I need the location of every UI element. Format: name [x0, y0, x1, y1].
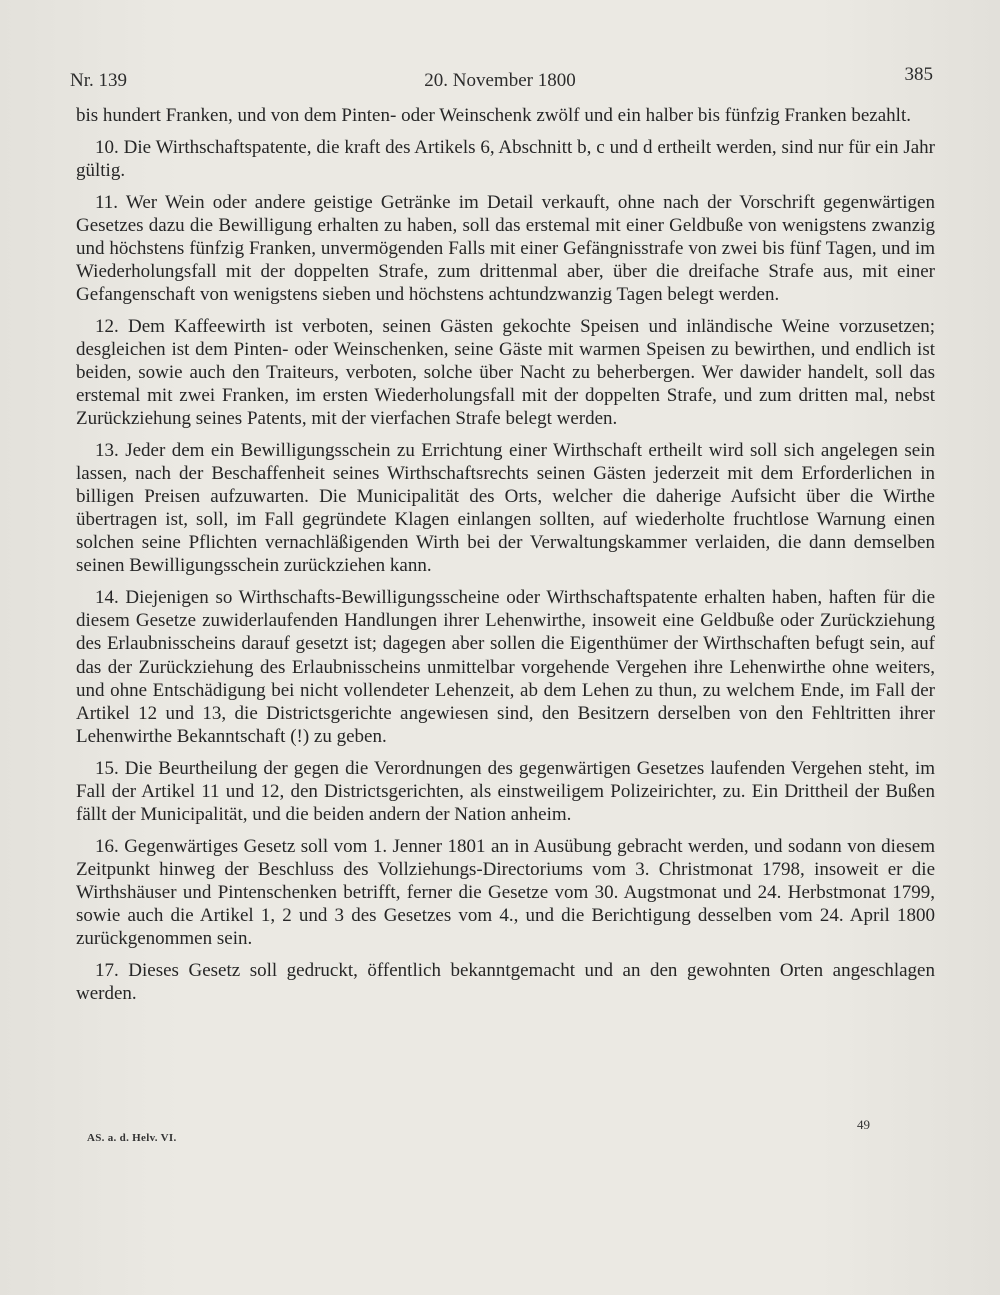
paragraph-article-10: 10. Die Wirthschaftspatente, die kraft des Artikels 6, Abschnitt b, c und d ertheilt werden, sind nur für ein Jahr gültig.	[76, 136, 935, 181]
paragraph-article-14: 14. Diejenigen so Wirthschafts-Bewilligungsscheine oder Wirthschaftspatente erhalten haben, haften für die diesem Gesetze zuwiderlaufenden Handlungen ihrer Lehenwirthe, insoweit eine Geldbuße oder Zurückziehung des Erlaubnisscheins darauf gesetzt ist; dagegen aber sollen die Eigenthümer der Wirthschaften befugt sein, auf das der Zurückziehung des Erlaubnisscheins unmittelbar vorgehende Vergehen ihre Lehenwirthe ohne weiters, und ohne Entschädigung bei nicht vollendeter Lehenzeit, ab dem Lehen zu thun, zu welchem Ende, im Fall der Artikel 12 und 13, die Districtsgerichte angewiesen sind, den Besitzern derselben von den Fehltritten ihrer Lehenwirthe Bekanntschaft (!) zu geben.	[76, 587, 935, 747]
page-number: 385	[904, 64, 933, 85]
document-number: Nr. 139	[70, 70, 127, 91]
sheet-signature-number: 49	[857, 1117, 870, 1132]
paragraph-article-12: 12. Dem Kaffeewirth ist verboten, seinen Gästen gekochte Speisen und inländische Weine vorzusetzen; desgleichen ist dem Pinten- oder Weinschenken, seine Gäste mit warmen Speisen zu bewirthen, und endlich ist beiden, sowie auch den Traiteurs, verboten, solche über Nacht zu beherbergen. Wer dawider handelt, soll das erstemal mit zwei Franken, im ersten Wiederholungsfall mit der doppelten Strafe, und zum dritten mal, nebst Zurückziehung seines Patents, mit der vierfachen Strafe belegt werden.	[76, 315, 935, 430]
paragraph-continuation: bis hundert Franken, und von dem Pinten- oder Weinschenk zwölf und ein halber bis fünfzig Franken bezahlt.	[76, 105, 911, 126]
paragraph-article-13: 13. Jeder dem ein Bewilligungsschein zu Errichtung einer Wirthschaft ertheilt wird soll sich angelegen sein lassen, nach der Beschaffenheit seines Wirthschaftsrechts seinen Gästen jederzeit mit dem Erforderlichen in billigen Preisen aufzuwarten. Die Municipalität des Orts, welcher die daherige Aufsicht über die Wirthe übertragen ist, soll, im Fall gegründete Klagen einlangen sollten, auf wiederholte fruchtlose Warnung einen solchen seine Pflichten vernachläßigenden Wirth bei der Verwaltungskammer verlaiden, die dann demselben seinen Bewilligungsschein zurückziehen kann.	[76, 439, 935, 577]
body-text	[76, 104, 935, 1014]
footer-source: AS. a. d. Helv. VI.	[87, 1132, 177, 1144]
document-date: 20. November 1800	[424, 70, 576, 91]
paragraph-article-16: 16. Gegenwärtiges Gesetz soll vom 1. Jenner 1801 an in Ausübung gebracht werden, und sodann von diesem Zeitpunkt hinweg der Beschluss des Vollziehungs-Directoriums vom 3. Christmonat 1798, insoweit er die Wirthshäuser und Pintenschenken betrifft, ferner die Gesetze vom 30. Augstmonat und 24. Herbstmonat 1799, sowie auch die Artikel 1, 2 und 3 des Gesetzes vom 4., und die Berichtigung desselben vom 24. April 1800 zurückgenommen sein.	[76, 835, 935, 949]
paragraph-article-11: 11. Wer Wein oder andere geistige Getränke im Detail verkauft, ohne nach der Vorschrift gegenwärtigen Gesetzes dazu die Bewilligung erhalten zu haben, soll das erstemal mit einer Geldbuße von wenigstens zwanzig und höchstens fünfzig Franken, unvermögenden Falls mit einer Gefängnisstrafe von zwei bis fünf Tagen, und im Wiederholungsfall mit der doppelten Strafe, zum drittenmal aber, über die dreifache Strafe aus, mit einer Gefangenschaft von wenigstens sieben und höchstens achtundzwanzig Tagen belegt werden.	[76, 191, 935, 306]
page-header	[70, 64, 933, 100]
paragraph-article-17: 17. Dieses Gesetz soll gedruckt, öffentlich bekanntgemacht und an den gewohnten Orten angeschlagen werden.	[76, 959, 935, 1004]
paragraph-article-15: 15. Die Beurtheilung der gegen die Verordnungen des gegenwärtigen Gesetzes laufenden Vergehen steht, im Fall der Artikel 11 und 12, den Districtsgerichten, als einstweiligem Polizeirichter, zu. Ein Drittheil der Bußen fällt der Municipalität, und die beiden andern der Nation anheim.	[76, 757, 935, 825]
